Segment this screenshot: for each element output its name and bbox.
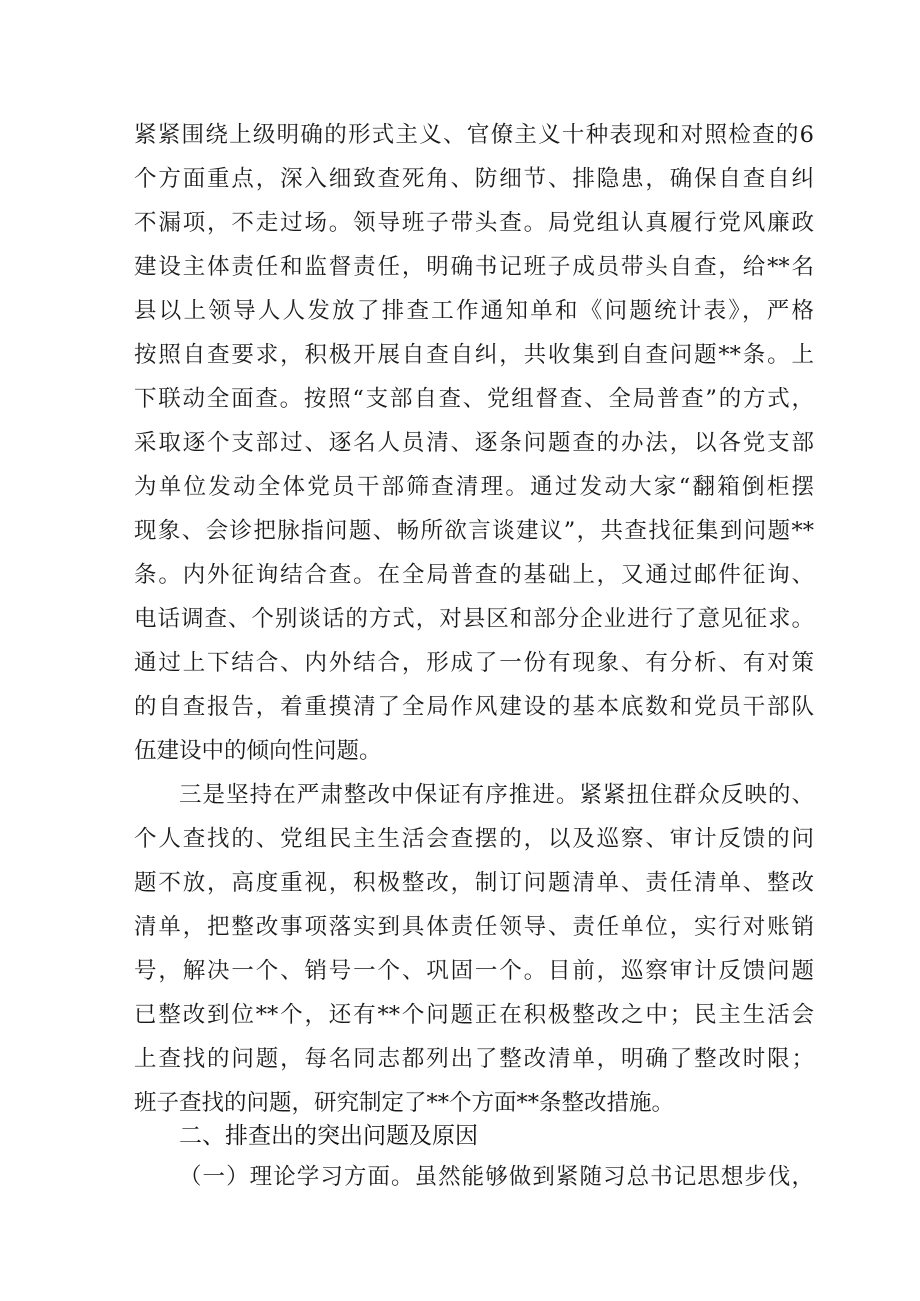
- body-line: 下联动全面查。按照“支部自查、党组督查、全局普查”的方式，: [134, 386, 814, 412]
- body-line: 现象、会诊把脉指问题、畅所欲言谈建议”，共查找征集到问题**: [134, 518, 814, 544]
- body-line: 伍建设中的倾向性问题。: [134, 738, 382, 764]
- paragraph-first-line: 三是坚持在严肃整改中保证有序推进。紧紧扭住群众反映的、: [179, 782, 814, 808]
- body-line: 条。内外征询结合查。在全局普查的基础上，又通过邮件征询、: [134, 562, 814, 588]
- section-heading: 二、排查出的突出问题及原因: [179, 1123, 478, 1149]
- body-line: 为单位发动全体党员干部筛查清理。通过发动大家“翻箱倒柜摆: [134, 474, 814, 500]
- body-line: 清单，把整改事项落实到具体责任领导、责任单位，实行对账销: [134, 914, 814, 940]
- body-line: 已整改到位**个，还有**个问题正在积极整改之中；民主生活会: [134, 1002, 814, 1028]
- body-line: 通过上下结合、内外结合，形成了一份有现象、有分析、有对策: [134, 650, 814, 676]
- body-line: 个人查找的、党组民主生活会查摆的，以及巡察、审计反馈的问: [134, 826, 814, 852]
- subsection-first-line: （一）理论学习方面。虽然能够做到紧随习总书记思想步伐，: [179, 1164, 814, 1190]
- body-line: 紧紧围绕上级明确的形式主义、官僚主义十种表现和对照检查的6: [134, 122, 814, 148]
- body-line: 按照自查要求，积极开展自查自纠，共收集到自查问题**条。上: [134, 342, 814, 368]
- body-line: 的自查报告，着重摸清了全局作风建设的基本底数和党员干部队: [134, 694, 814, 720]
- body-line: 采取逐个支部过、逐名人员清、逐条问题查的办法，以各党支部: [134, 430, 814, 456]
- body-line: 县以上领导人人发放了排查工作通知单和《问题统计表》，严格: [134, 298, 814, 324]
- body-line: 不漏项，不走过场。领导班子带头查。局党组认真履行党风廉政: [134, 210, 814, 236]
- body-line: 班子查找的问题，研究制定了**个方面**条整改措施。: [134, 1090, 675, 1116]
- body-line: 电话调查、个别谈话的方式，对县区和部分企业进行了意见征求。: [134, 606, 814, 632]
- body-line: 号，解决一个、销号一个、巩固一个。目前，巡察审计反馈问题: [134, 958, 814, 984]
- body-line: 上查找的问题，每名同志都列出了整改清单，明确了整改时限；: [134, 1046, 814, 1072]
- body-line: 个方面重点，深入细致查死角、防细节、排隐患，确保自查自纠: [134, 166, 814, 192]
- body-line: 题不放，高度重视，积极整改，制订问题清单、责任清单、整改: [134, 870, 814, 896]
- body-line: 建设主体责任和监督责任，明确书记班子成员带头自查，给**名: [134, 254, 814, 280]
